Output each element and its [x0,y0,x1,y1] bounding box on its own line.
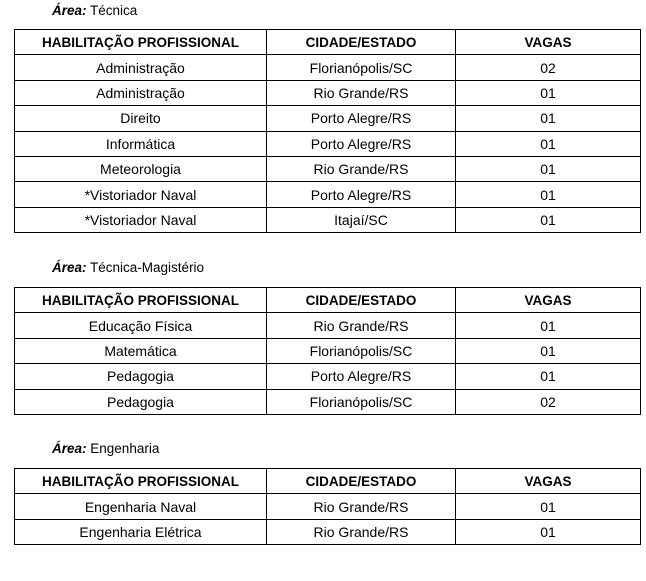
header-vagas: VAGAS [456,30,641,55]
cell-vagas: 01 [456,338,641,363]
cell-vagas: 01 [456,207,641,232]
cell-habilitacao: *Vistoriador Naval [15,207,267,232]
cell-cidade-estado: Porto Alegre/RS [267,106,456,131]
area-label: Área: [52,441,87,456]
table-row [15,131,641,156]
cell-habilitacao: Administração [15,80,267,105]
cell-vagas: 01 [456,313,641,338]
area-title-tecnica [52,3,137,19]
cell-habilitacao: Direito [15,106,267,131]
table-row [15,519,641,544]
table-row [15,207,641,232]
cell-cidade-estado: Porto Alegre/RS [267,364,456,389]
cell-vagas: 01 [456,494,641,519]
table-header-row [15,30,641,55]
cell-vagas: 01 [456,156,641,181]
cell-vagas: 01 [456,364,641,389]
area-label: Área: [52,260,87,275]
cell-vagas: 02 [456,55,641,80]
cell-cidade-estado: Rio Grande/RS [267,494,456,519]
cell-vagas: 01 [456,106,641,131]
area-name: Engenharia [90,441,160,456]
table-header-row [15,288,641,313]
cell-cidade-estado: Florianópolis/SC [267,389,456,414]
table-row [15,364,641,389]
header-habilitacao: HABILITAÇÃO PROFISSIONAL [15,288,267,313]
table-tecnica [14,29,641,233]
table-row [15,156,641,181]
cell-vagas: 02 [456,389,641,414]
area-title-tecnica-magisterio [52,260,204,276]
cell-habilitacao: Meteorologia [15,156,267,181]
header-cidade-estado: CIDADE/ESTADO [267,30,456,55]
header-cidade-estado: CIDADE/ESTADO [267,288,456,313]
table-row [15,338,641,363]
cell-habilitacao: Matemática [15,338,267,363]
cell-habilitacao: Educação Física [15,313,267,338]
table-row [15,494,641,519]
cell-cidade-estado: Rio Grande/RS [267,80,456,105]
table-tecnica-magisterio [14,287,641,415]
header-vagas: VAGAS [456,288,641,313]
cell-vagas: 01 [456,182,641,207]
table-row [15,55,641,80]
cell-cidade-estado: Porto Alegre/RS [267,131,456,156]
area-title-engenharia [52,441,159,457]
cell-habilitacao: Pedagogia [15,389,267,414]
table-row [15,313,641,338]
cell-cidade-estado: Florianópolis/SC [267,338,456,363]
cell-vagas: 01 [456,80,641,105]
cell-habilitacao: Pedagogia [15,364,267,389]
cell-habilitacao: Informática [15,131,267,156]
cell-habilitacao: *Vistoriador Naval [15,182,267,207]
cell-vagas: 01 [456,131,641,156]
area-label: Área: [52,3,87,18]
table-engenharia [14,468,641,545]
cell-cidade-estado: Porto Alegre/RS [267,182,456,207]
header-habilitacao: HABILITAÇÃO PROFISSIONAL [15,469,267,494]
table-row [15,182,641,207]
table-header-row [15,469,641,494]
table-row [15,80,641,105]
cell-habilitacao: Administração [15,55,267,80]
table-row [15,389,641,414]
header-vagas: VAGAS [456,469,641,494]
table-row [15,106,641,131]
header-habilitacao: HABILITAÇÃO PROFISSIONAL [15,30,267,55]
area-name: Técnica-Magistério [90,260,205,275]
area-name: Técnica [90,3,138,18]
cell-habilitacao: Engenharia Elétrica [15,519,267,544]
cell-cidade-estado: Rio Grande/RS [267,156,456,181]
header-cidade-estado: CIDADE/ESTADO [267,469,456,494]
cell-cidade-estado: Rio Grande/RS [267,313,456,338]
cell-habilitacao: Engenharia Naval [15,494,267,519]
cell-vagas: 01 [456,519,641,544]
cell-cidade-estado: Rio Grande/RS [267,519,456,544]
cell-cidade-estado: Itajaí/SC [267,207,456,232]
cell-cidade-estado: Florianópolis/SC [267,55,456,80]
